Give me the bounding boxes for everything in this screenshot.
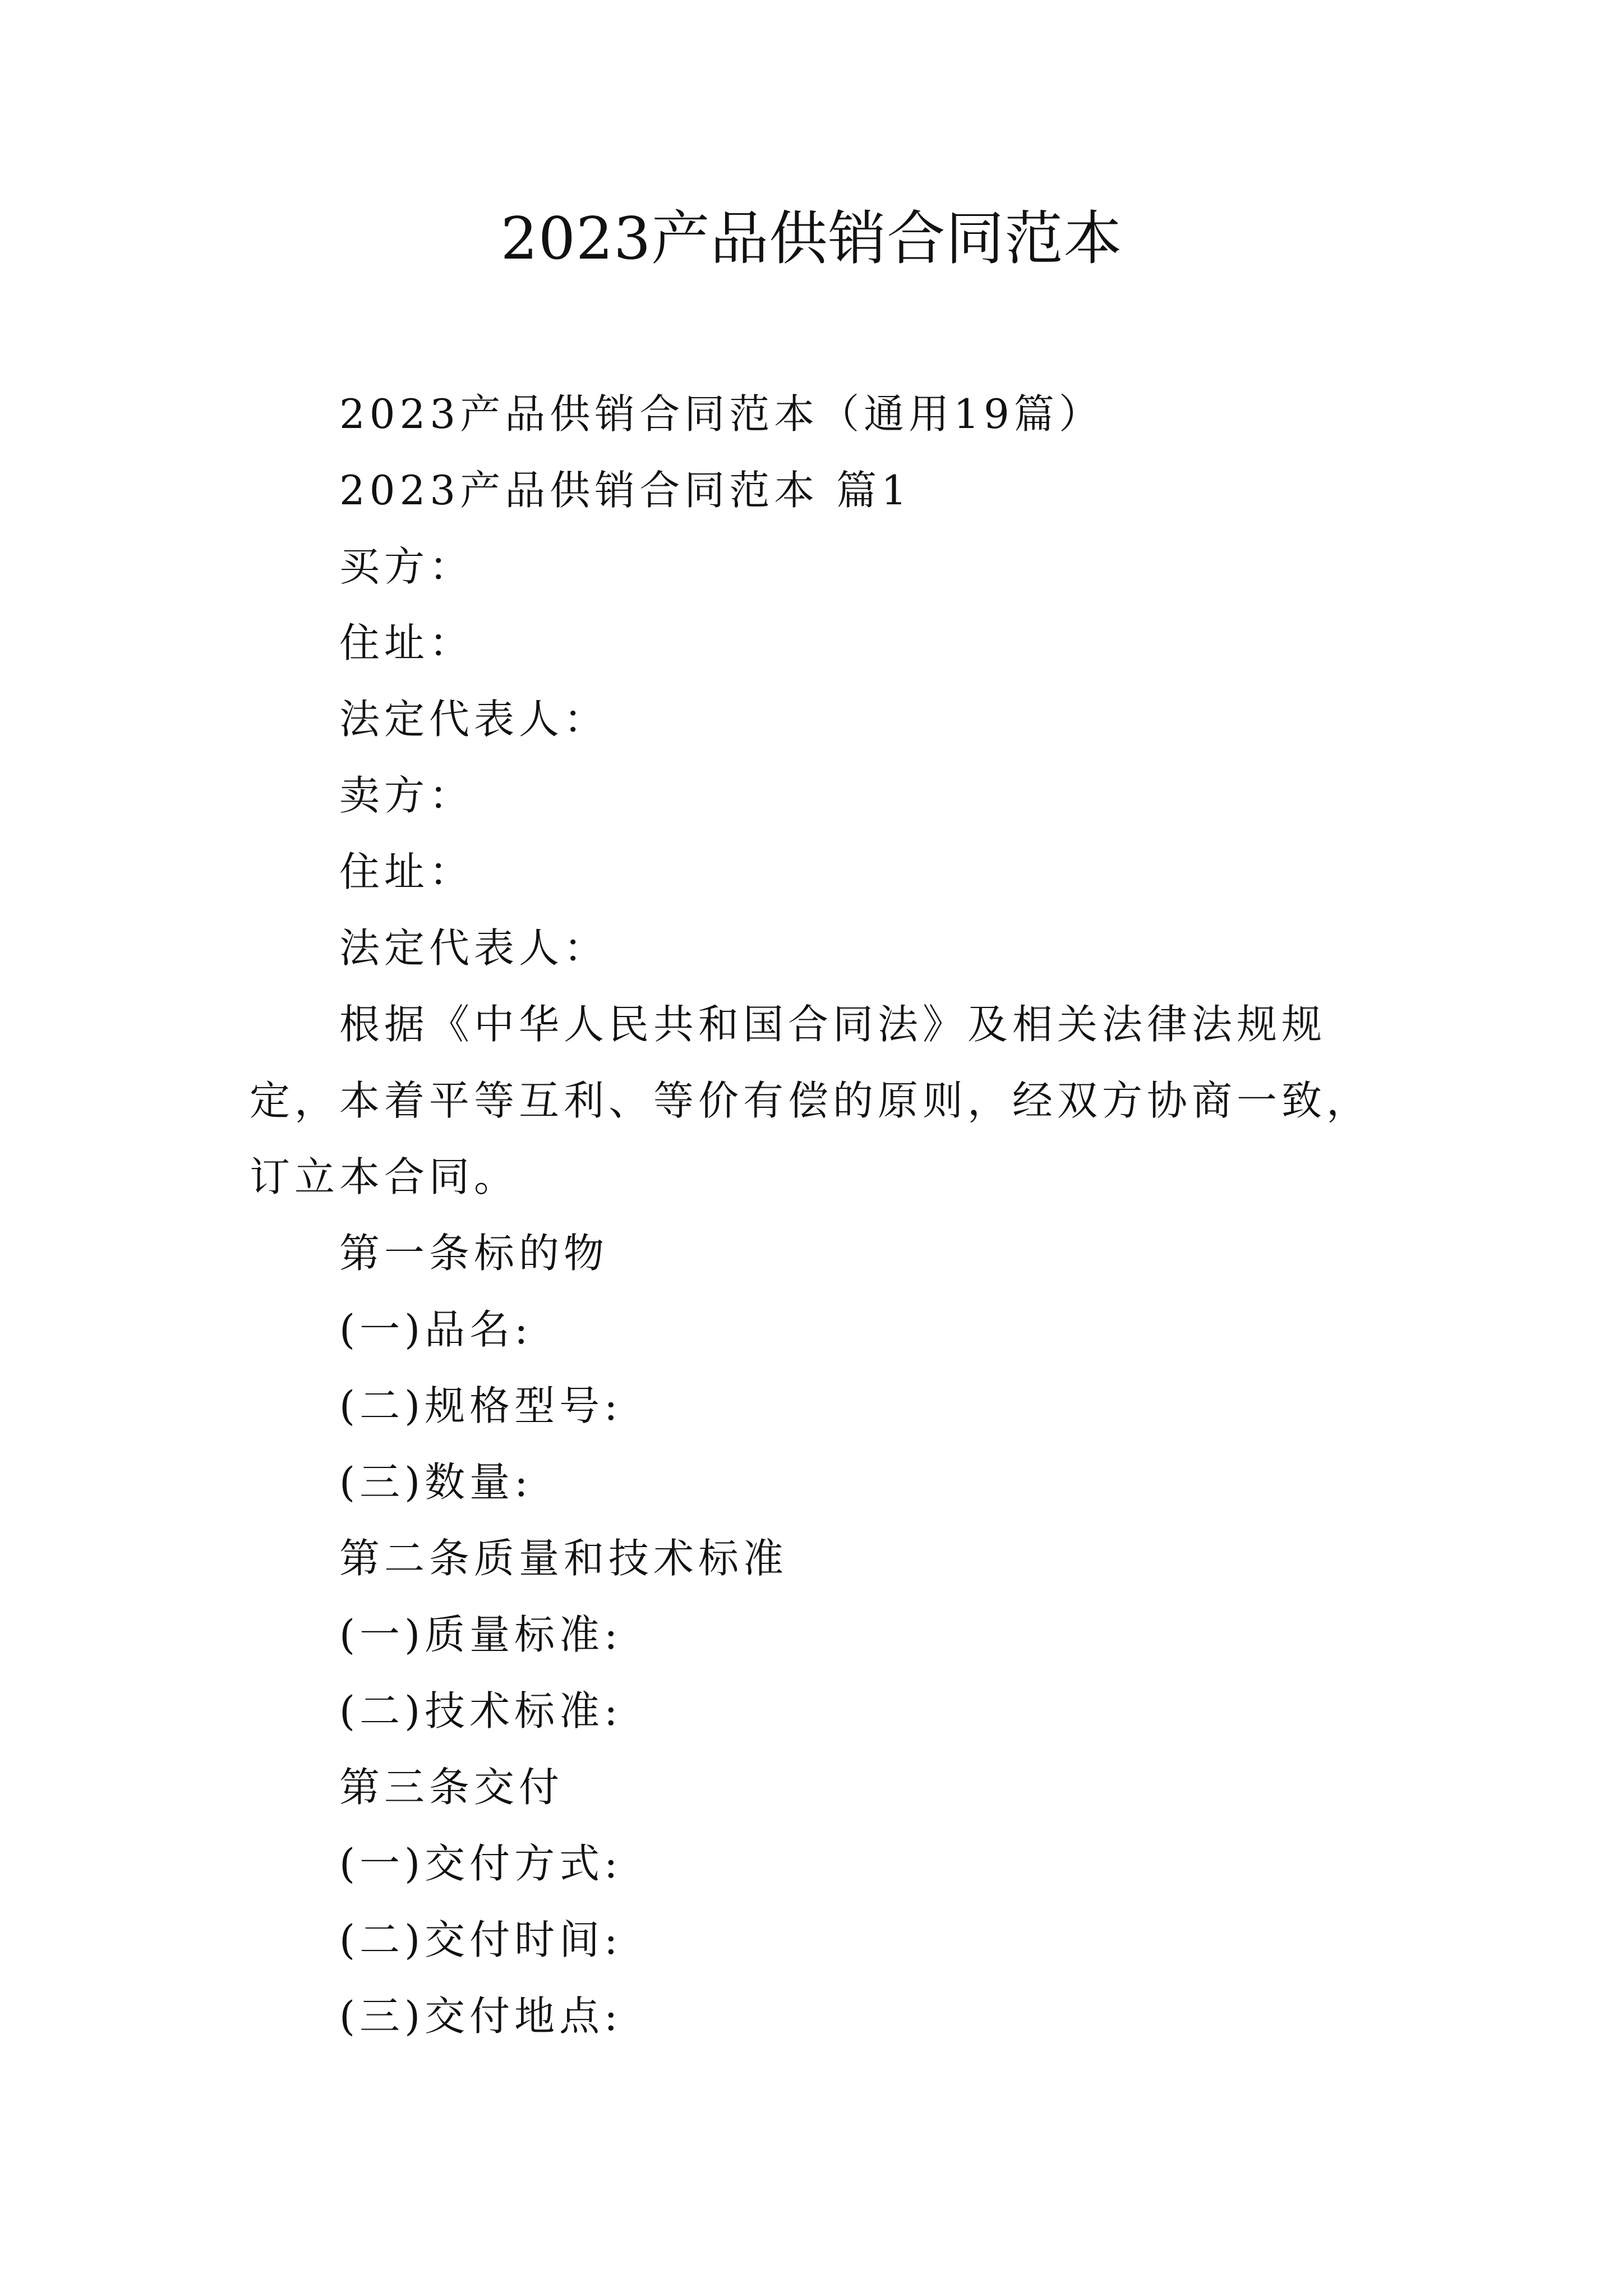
section-heading: 2023产品供销合同范本 篇1 [339,467,911,514]
article-1-item-3: (三)数量: [339,1458,533,1506]
article-3-item-1: (一)交付方式: [339,1840,623,1887]
seller-address-label: 住址： [339,848,474,895]
seller-label: 卖方： [339,772,474,819]
buyer-address-label: 住址： [339,619,474,666]
document-title: 2023产品供销合同范本 [500,204,1123,273]
buyer-representative-label: 法定代表人： [339,696,609,743]
article-2-heading: 第二条质量和技术标准 [339,1535,789,1582]
document-body [250,376,1391,2054]
article-1-item-2: (二)规格型号: [339,1382,623,1429]
subtitle-paragraph: 2023产品供销合同范本（通用19篇） [339,390,1104,438]
buyer-label: 买方： [339,543,474,590]
seller-representative-label: 法定代表人： [339,924,609,972]
article-2-item-2: (二)技术标准: [339,1687,623,1734]
article-3-heading: 第三条交付 [339,1764,564,1811]
article-1-item-1: (一)品名: [339,1306,533,1353]
article-3-item-2: (二)交付时间: [339,1916,623,1963]
article-3-item-3: (三)交付地点: [339,1993,623,2040]
article-2-item-1: (一)质量标准: [339,1611,623,1658]
preamble-paragraph: 根据《中华人民共和国合同法》及相关法律法规规定，本着平等互利、等价有偿的原则，经双方协商一致，订立本合同。 [250,1001,1372,1200]
article-1-heading: 第一条标的物 [339,1230,609,1277]
